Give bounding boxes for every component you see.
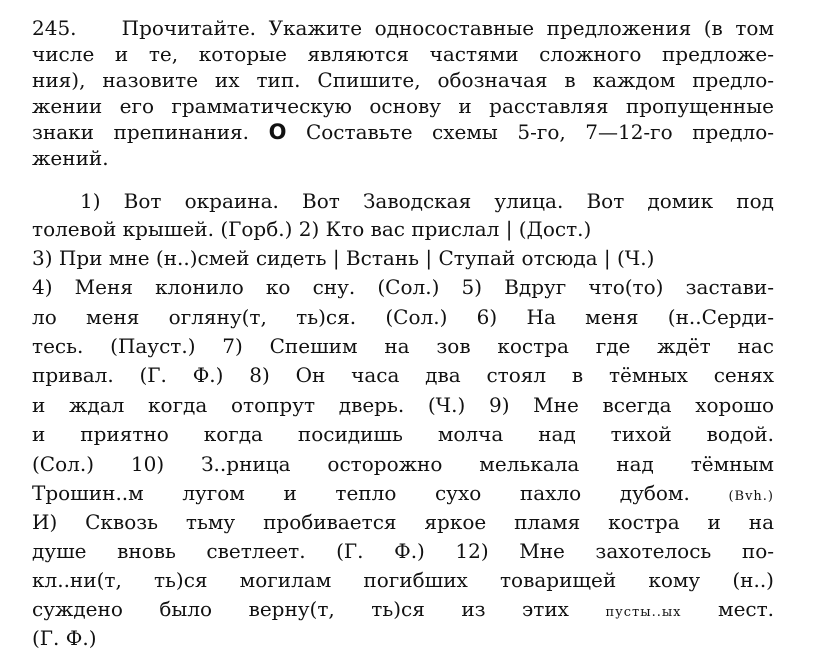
- text-line-10: (Сол.) 10) З..рница осторожно мелькала над тёмным: [32, 452, 774, 476]
- task-marker-icon: О: [268, 120, 287, 144]
- text-content: Трошин..м лугом и тепло сухо пахло дубом.: [32, 481, 690, 505]
- task-line-4: жении его грамматическую основу и расставляя пропущенные: [32, 94, 774, 118]
- text-line-6: тесь. (Пауст.) 7) Спешим на зов костра где ждёт нас: [32, 334, 774, 358]
- text-line-14: кл..ни(т, ть)ся могилам погибших товарищей кому (н..): [32, 568, 774, 592]
- text-line-11: [32, 480, 774, 510]
- task-line-6: жений.: [32, 146, 109, 170]
- task-line-5: [32, 119, 774, 145]
- task-text: Составьте схемы 5-го, 7—12-го предло-: [305, 120, 775, 144]
- task-line-1: [32, 15, 774, 41]
- task-line-2: числе и те, которые являются частями сложного предложе-: [32, 42, 774, 66]
- text-line-16: (Г. Ф.): [32, 626, 97, 650]
- text-content: суждено было верну(т, ть)ся из этих: [32, 597, 569, 621]
- exercise-number: 245.: [32, 16, 77, 40]
- text-line-13: душе вновь светлеет. (Г. Ф.) 12) Мне захотелось по-: [32, 539, 774, 563]
- text-line-7: привал. (Г. Ф.) 8) Он часа два стоял в тёмных сенях: [32, 363, 774, 387]
- text-line-3: 3) При мне (н..)смей сидеть | Встань | Ступай отсюда | (Ч.): [32, 246, 655, 270]
- text-content: 1) Вот окраина. Вот Заводская улица. Вот домик под: [80, 189, 774, 213]
- task-text: знаки препинания.: [32, 120, 250, 144]
- text-line-15: [32, 596, 774, 626]
- task-line-3: ния), назовите их тип. Спишите, обозначая в каждом предло-: [32, 68, 774, 92]
- task-text: Прочитайте. Укажите односоставные предложения (в том: [121, 16, 775, 40]
- text-line-8: и ждал когда отопрут дверь. (Ч.) 9) Мне всегда хорошо: [32, 393, 774, 417]
- text-line-12: И) Сквозь тьму пробивается яркое пламя костра и на: [32, 510, 774, 534]
- text-line-5: ло меня огляну(т, ть)ся. (Сол.) 6) На меня (н..Серди-: [32, 305, 774, 329]
- text-line-4: 4) Меня клонило ко сну. (Сол.) 5) Вдруг что(то) застави-: [32, 275, 774, 299]
- text-content: мест.: [718, 597, 775, 621]
- text-line-9: и приятно когда посидишь молча над тихой водой.: [32, 422, 774, 446]
- text-line-2: толевой крышей. (Горб.) 2) Кто вас прислал | (Дост.): [32, 217, 592, 241]
- source-label: (Bvh.): [728, 489, 774, 504]
- text-line-1: [80, 188, 774, 214]
- text-small: пусты..ых: [605, 605, 682, 620]
